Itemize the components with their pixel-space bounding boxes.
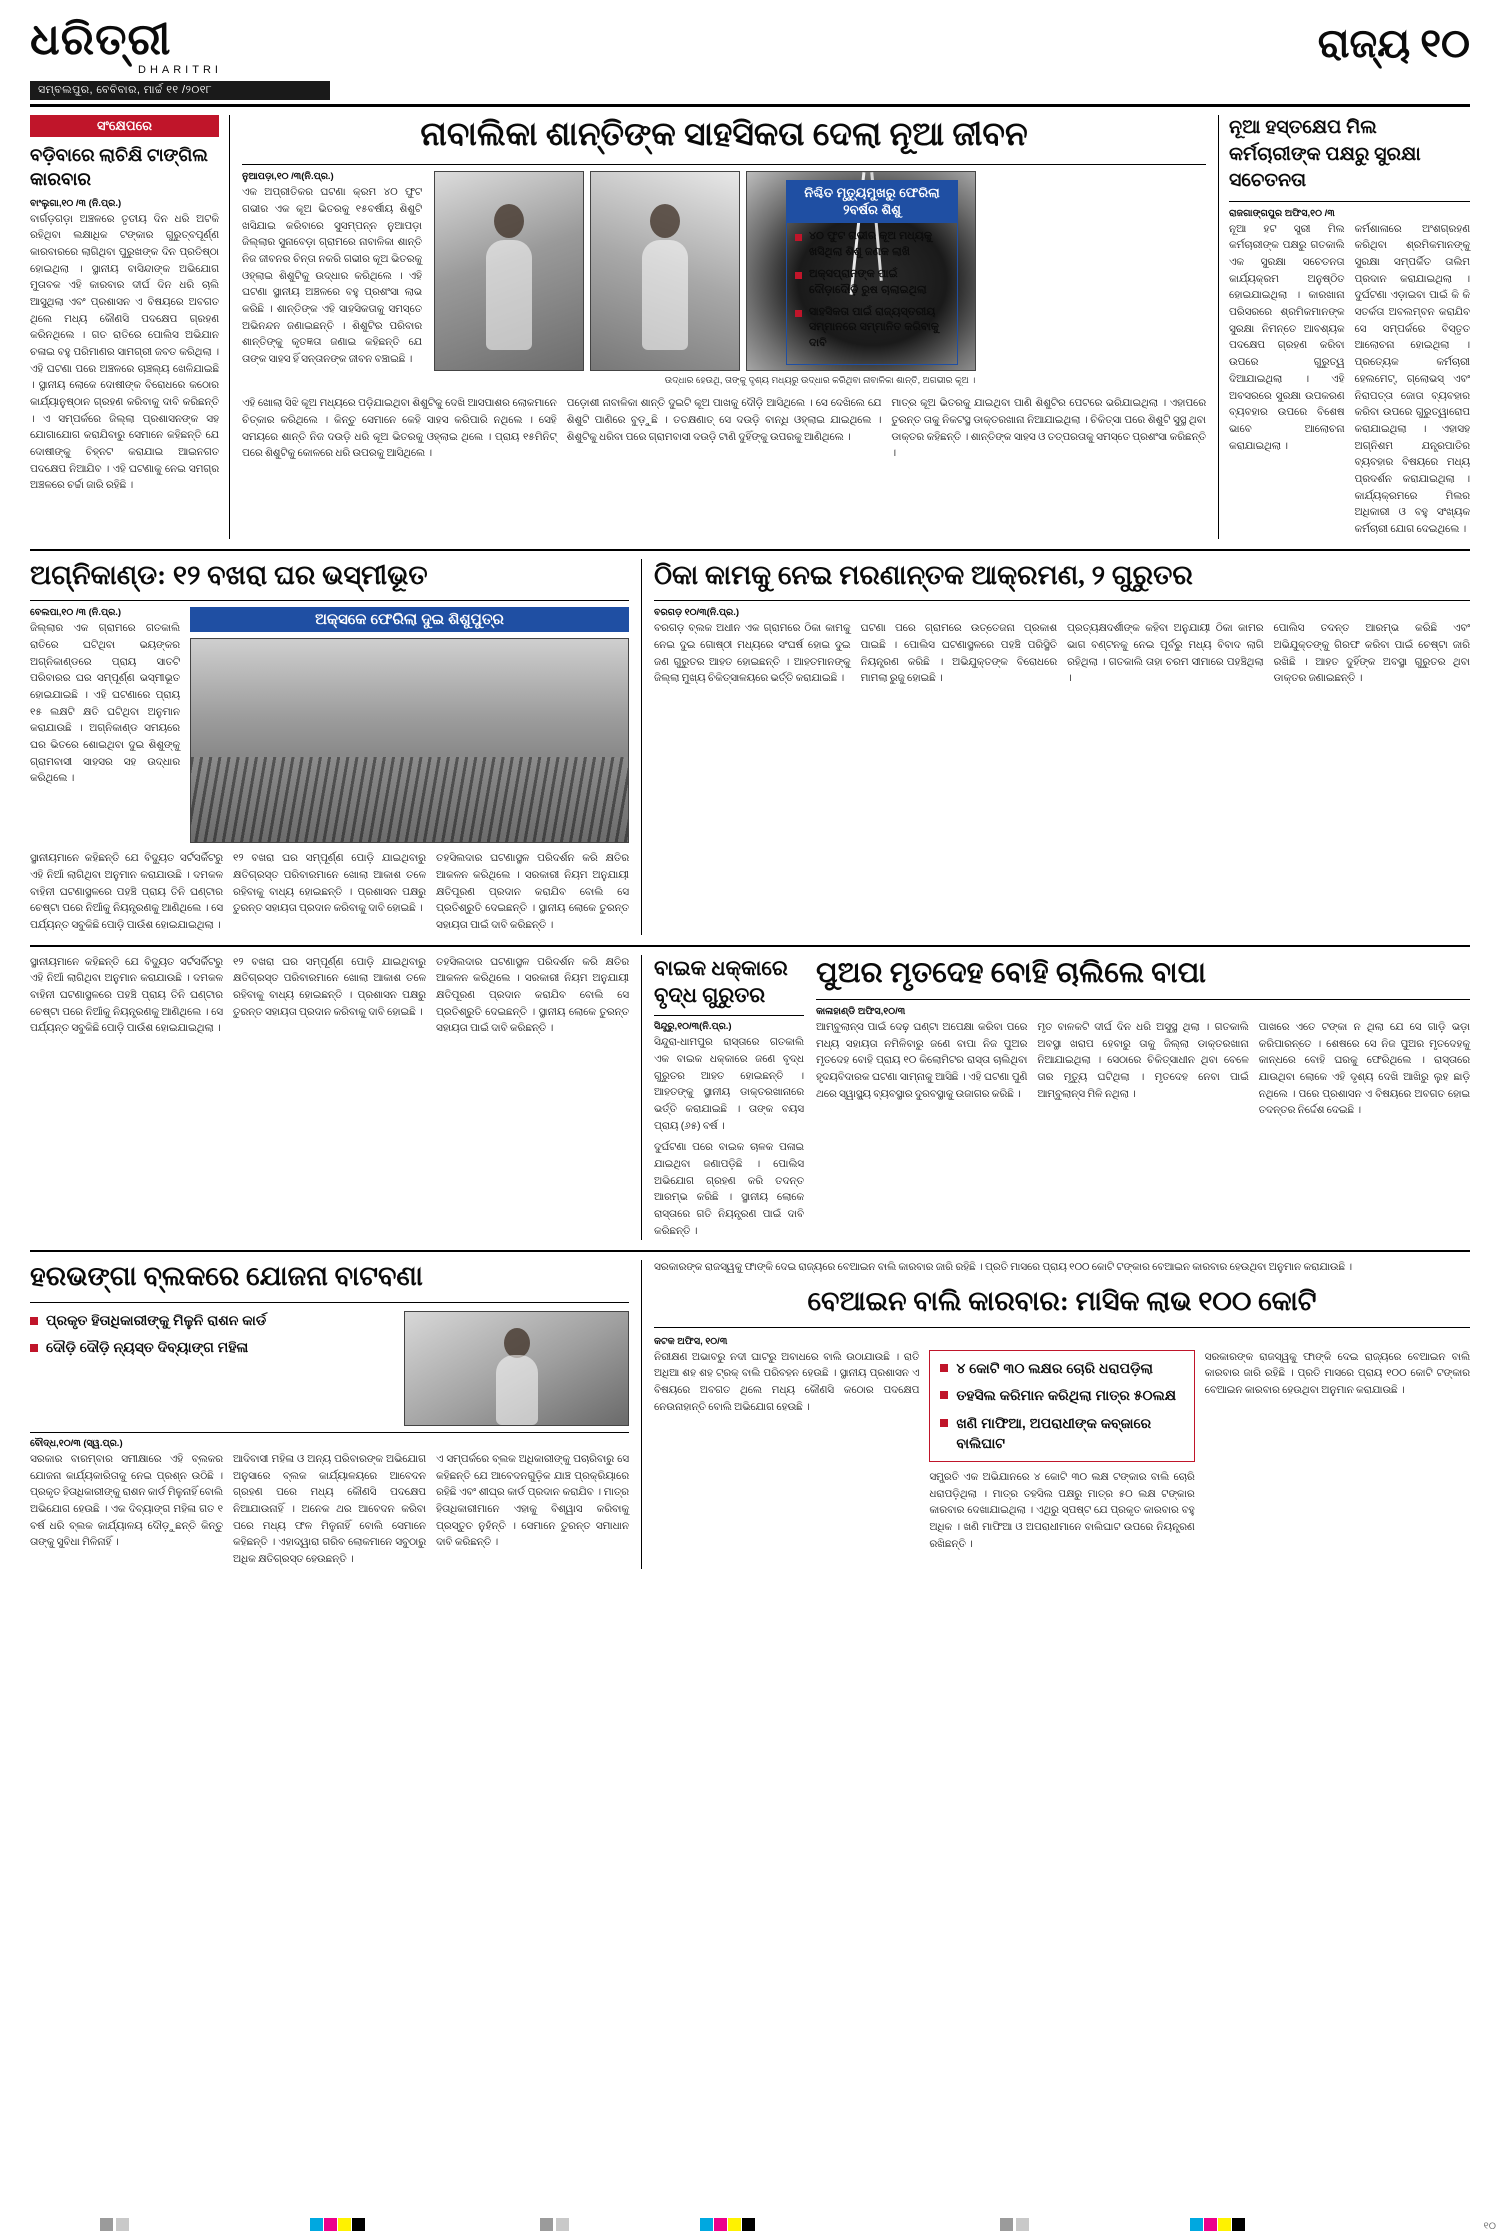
masthead-dateline: ସମ୍ବଲପୁର, ବେବିବାର, ମାର୍ଚ୍ଚ ୧୧ /୨୦୧୮ — [30, 81, 330, 100]
registration-swatch-gray — [540, 2218, 553, 2231]
registration-swatch-yellow — [1218, 2218, 1231, 2231]
fire-subbar: ଅକ୍ସକେ ଫେରିଲା ଦୁଇ ଶିଶୁପୁତ୍ର — [190, 607, 629, 632]
sand-bullets-column — [929, 1350, 1194, 1554]
sand-bullet: ଖଣି ମାଫିଆ, ଅପରାଧୀଙ୍କ କବ୍ଜାରେ ବାଲିଘାଟ — [940, 1414, 1183, 1453]
registration-swatch-black — [742, 2218, 755, 2231]
third-band — [30, 955, 1470, 1241]
scheme-col-3: ଏ ସମ୍ପର୍କରେ ବ୍ଲକ ଅଧିକାରୀଙ୍କୁ ପଚାରିବାରୁ ସେ କହିଛନ୍ତି ଯେ ଆବେଦନଗୁଡ଼ିକ ଯାଞ୍ଚ ପ୍ରକ୍ରିୟାରେ ରହିଛି ଏବଂ ଶୀଘ୍ର କାର୍ଡ ପ୍ରଦାନ କରାଯିବ । ମାତ୍ର ହିତାଧିକାରୀମାନେ ଏହାକୁ ବିଶ୍ୱାସ କରିବାକୁ ପ୍ରସ୍ତୁତ ନୁହଁନ୍ତି । ସେମାନେ ତୁରନ୍ତ ସମାଧାନ ଦାବି କରିଛନ୍ତି । — [436, 1454, 629, 1549]
logo-text: ଧରିତ୍ରୀ — [30, 15, 172, 64]
registration-swatch-cyan — [700, 2218, 713, 2231]
scheme-top-row — [30, 1311, 629, 1426]
registration-swatch-black — [1232, 2218, 1245, 2231]
son-col-1: ଆମ୍ବୁଲାନ୍ସ ପାଇଁ ଦେଢ଼ ଘଣ୍ଟା ଅପେକ୍ଷା କରିବା ପରେ ମଧ୍ୟ ସହାୟତା ନମିଳିବାରୁ ଜଣେ ବାପା ନିଜ ପୁଅର ମୃତଦେହ ବୋହି ପ୍ରାୟ ୧୦ କିଲୋମିଟର ରାସ୍ତା ଚାଲିଥିବା ହୃଦୟବିଦାରକ ଘଟଣା ସାମ୍ନାକୁ ଆସିଛି । ଏହି ଘଟଣା ପୁଣି ଥରେ ସ୍ୱାସ୍ଥ୍ୟ ବ୍ୟବସ୍ଥାର ଦୁରବସ୍ଥାକୁ ଉଜାଗର କରିଛି । — [816, 1021, 1028, 1100]
highlight-box-list — [787, 223, 957, 365]
attack-headline: ଠିକା କାମକୁ ନେଇ ମରଣାନ୍ତକ ଆକ୍ରମଣ, ୨ ଗୁରୁତର — [654, 559, 1193, 590]
highlight-item: ସାହସିକତା ପାଇଁ ରାଜ୍ୟସ୍ତରୀୟ ସମ୍ମାନରେ ସମ୍ମାନିତ କରିବାକୁ ଦାବି — [795, 305, 949, 353]
fire-col-3: ୧୨ ବଖରା ଘର ସମ୍ପୂର୍ଣ୍ଣ ପୋଡ଼ି ଯାଇଥିବାରୁ କ୍ଷତିଗ୍ରସ୍ତ ପରିବାରମାନେ ଖୋଲା ଆକାଶ ତଳେ ରହିବାକୁ ବାଧ୍ୟ ହୋଇଛନ୍ତି । ପ୍ରଶାସନ ପକ୍ଷରୁ ତୁରନ୍ତ ସହାୟତା ପ୍ରଦାନ କରିବାକୁ ଦାବି ହୋଇଛି । — [233, 853, 426, 915]
sand-col-1: ନିରୀକ୍ଷଣ ଅଭାବରୁ ନଦୀ ଘାଟରୁ ଅବାଧରେ ବାଲି ଉଠାଯାଉଛି । ରାତି ଅଧିଆ ଶହ ଶହ ଟ୍ରକ୍ ବାଲି ପରିବହନ ହେଉଛି । ସ୍ଥାନୀୟ ପ୍ରଶାସନ ଏ ବିଷୟରେ ଅବଗତ ଥିଲେ ମଧ୍ୟ କୌଣସି କଠୋର ପଦକ୍ଷେପ ନେଉନାହାନ୍ତି ବୋଲି ଅଭିଯୋଗ ହେଉଛି । — [654, 1351, 920, 1413]
fire-col-2: ସ୍ଥାନୀୟମାନେ କହିଛନ୍ତି ଯେ ବିଦ୍ୟୁତ ସର୍ଟସର୍କିଟରୁ ଏହି ନିଆଁ ଲାଗିଥିବା ଅନୁମାନ କରାଯାଉଛି । ଦମକଳ ବାହିନୀ ଘଟଣାସ୍ଥଳରେ ପହଞ୍ଚି ପ୍ରାୟ ତିନି ଘଣ୍ଟାର ଚେଷ୍ଟା ପରେ ନିଆଁକୁ ନିୟନ୍ତ୍ରଣକୁ ଆଣିଥିଲେ । ସେ ପର୍ଯ୍ୟନ୍ତ ସବୁକିଛି ପୋଡ଼ି ପାଉଁଶ ହୋଇଯାଇଥିଲା । — [30, 853, 223, 931]
scheme-dateline: ବୌଦ୍ଧ,୧୦/୩ (ସ୍ୱ.ପ୍ର.) — [30, 1438, 123, 1450]
highlight-box-title: ନିଶ୍ଚିତ ମୃତ୍ୟୁମୁଖରୁ ଫେରିଲା ୨ବର୍ଷର ଶିଶୁ — [787, 181, 957, 223]
registration-swatch-yellow — [728, 2218, 741, 2231]
brief-dateline: ବାଂଲୁଗା,୧୦ /୩ (ନି.ପ୍ର.) — [30, 197, 122, 209]
cycle-col-2: ଦୁର୍ଘଟଣା ପରେ ବାଇକ ଚାଳକ ପଳାଇ ଯାଇଥିବା ଜଣାପଡ଼ିଛି । ପୋଲିସ ଅଭିଯୋଗ ଗ୍ରହଣ କରି ତଦନ୍ତ ଆରମ୍ଭ କରିଛି । ସ୍ଥାନୀୟ ଲୋକେ ରାସ୍ତାରେ ଗତି ନିୟନ୍ତ୍ରଣ ପାଇଁ ଦାବି କରିଛନ୍ତି । — [654, 1142, 804, 1237]
lead-headline: ନାବାଲିକା ଶାନ୍ତିଙ୍କ ସାହସିକତା ଦେଲା ନୂଆ ଜୀବନ — [420, 117, 1028, 153]
sand-col-2: ସମ୍ପ୍ରତି ଏକ ଅଭିଯାନରେ ୪ କୋଟି ୩୦ ଲକ୍ଷ ଟଙ୍କାର ବାଲି ଚୋରି ଧରାପଡ଼ିଥିଲା । ମାତ୍ର ତହସିଲ ପକ୍ଷରୁ ମାତ୍ର ୫୦ ଲକ୍ଷ ଟଙ୍କାର କାରବାର ଦେଖାଯାଇଥିଲା । ଏଥିରୁ ସ୍ପଷ୍ଟ ଯେ ପ୍ରକୃତ କାରବାର ବହୁ ଅଧିକ । ଖଣି ମାଫିଆ ଓ ଅପରାଧୀମାନେ ବାଲିଘାଟ ଉପରେ ନିୟନ୍ତ୍ରଣ ରଖିଛନ୍ତି । — [929, 1472, 1195, 1550]
sand-dateline: କଟକ ଅଫିସ, ୧୦/୩ — [654, 1335, 728, 1347]
right-third-band — [642, 955, 1470, 1241]
photo-burnt-houses — [190, 638, 629, 843]
scheme-story — [30, 1260, 642, 1568]
photo-rescuer-girl — [434, 171, 584, 371]
attack-rule — [654, 600, 1470, 601]
fire-photo-block — [190, 607, 629, 843]
registration-swatch-cyan — [1190, 2218, 1203, 2231]
sand-story — [642, 1260, 1470, 1568]
fire-cont-col-3: ତହସିଲଦାର ଘଟଣାସ୍ଥଳ ପରିଦର୍ଶନ କରି କ୍ଷତିର ଆକଳନ କରିଥିଲେ । ସରକାରୀ ନିୟମ ଅନୁଯାୟୀ କ୍ଷତିପୂରଣ ପ୍ରଦାନ କରାଯିବ ବୋଲି ସେ ପ୍ରତିଶ୍ରୁତି ଦେଇଛନ୍ତି । ସ୍ଥାନୀୟ ଲୋକେ ତୁରନ୍ତ ସହାୟତା ପାଇଁ ଦାବି କରିଛନ୍ତି । — [436, 956, 629, 1035]
cycle-col-1: ସିନ୍ଦୁରା-ଧାମପୁର ରାସ୍ତାରେ ଗତକାଲି ଏକ ବାଇକ ଧକ୍କାରେ ଜଣେ ବୃଦ୍ଧ ଗୁରୁତର ଆହତ ହୋଇଛନ୍ତି । ଆହତଙ୍କୁ ସ୍ଥାନୀୟ ଡାକ୍ତରଖାନାରେ ଭର୍ତ୍ତି କରାଯାଇଛି । ତାଙ୍କ ବୟସ ପ୍ରାୟ (୬୫) ବର୍ଷ । — [654, 1037, 804, 1132]
sand-bullet: ୪ କୋଟି ୩୦ ଲକ୍ଷର ଚୋରି ଧରାପଡ଼ିଲା — [940, 1359, 1183, 1379]
scheme-rule-2 — [30, 1432, 629, 1433]
highlight-item: ୪୦ ଫୁଟ ଗଭୀର କୂଅ ମଧ୍ୟକୁ ଖସିଥିଲା ଶିଶୁ ଜଣକ ଲାଖି — [795, 229, 949, 261]
attack-dateline: ବରଗଡ଼ ୧୦/୩(ନି.ପ୍ର.) — [654, 607, 740, 619]
attack-col-1: ବରଗଡ଼ ବ୍ଲକ ଅଧୀନ ଏକ ଗ୍ରାମରେ ଠିକା କାମକୁ ନେଇ ଦୁଇ ଗୋଷ୍ଠୀ ମଧ୍ୟରେ ସଂଘର୍ଷ ହୋଇ ଦୁଇ ଜଣ ଗୁରୁତର ଆହତ ହୋଇଛନ୍ତି । ଆହତମାନଙ୍କୁ ଜିଲ୍ଲା ମୁଖ୍ୟ ଚିକିତ୍ସାଳୟରେ ଭର୍ତ୍ତି କରାଯାଇଛି । — [654, 623, 851, 685]
brief-column — [30, 115, 230, 539]
son-col-3: ପାଖରେ ଏତେ ଟଙ୍କା ନ ଥିଲା ଯେ ସେ ଗାଡ଼ି ଭଡ଼ା କରିପାରନ୍ତେ । ଶେଷରେ ସେ ନିଜ ପୁଅର ମୃତଦେହକୁ କାନ୍ଧରେ ବୋହି ଘରକୁ ଫେରିଥିଲେ । ରାସ୍ତାରେ ଯାଉଥିବା ଲୋକେ ଏହି ଦୃଶ୍ୟ ଦେଖି ଆଖିରୁ ଲୁହ ଛାଡ଼ି ନଥିଲେ । ପରେ ପ୍ରଶାସନ ଏ ବିଷୟରେ ଅବଗତ ହୋଇ ତଦନ୍ତର ନିର୍ଦ୍ଦେଶ ଦେଇଛି । — [1258, 1021, 1470, 1117]
rail-rule — [1229, 201, 1470, 202]
rail-headline: ନୂଆ ହସ୍ତକ୍ଷେପ ମିଲ କର୍ମଚାରୀଙ୍କ ପକ୍ଷରୁ ସୁରକ୍ଷା ସଚେତନତା — [1229, 117, 1421, 192]
fire-dateline: ବେଲପା,୧୦ /୩ (ନି.ପ୍ର.) — [30, 607, 122, 619]
lead-dateline: ନୁଆପଡ଼ା,୧୦ /୩(ନି.ପ୍ର.) — [242, 171, 334, 183]
brief-headline: ବଡ଼ିବାରେ ଲାଚିକ୍ଷି ଟାଙ୍ଗିଲ କାରବାର — [30, 145, 208, 190]
masthead-logo — [30, 15, 330, 100]
right-rail — [1218, 115, 1470, 539]
band-separator-3 — [30, 1250, 1470, 1252]
scheme-bullet: ଦୌଡ଼ି ଦୌଡ଼ି ନ୍ୟସ୍ତ ଦିବ୍ୟାଙ୍ଗ ମହିଳା — [30, 1338, 394, 1358]
son-headline: ପୁଅର ମୃତଦେହ ବୋହି ଚାଲିଲେ ବାପା — [816, 956, 1206, 989]
registration-swatch-magenta — [1204, 2218, 1217, 2231]
brief-badge: ସଂକ୍ଷେପରେ — [30, 115, 219, 137]
registration-swatch-gray — [1000, 2218, 1013, 2231]
highlight-box — [786, 180, 958, 365]
fire-continued-column — [30, 955, 642, 1241]
son-col-2: ମୃତ ବାଳକଟି ଦୀର୍ଘ ଦିନ ଧରି ଅସୁସ୍ଥ ଥିଲା । ଗତକାଲି ଅବସ୍ଥା ଖରାପ ହେବାରୁ ତାକୁ ଜିଲ୍ଲା ଡାକ୍ତରଖାନା ନିଆଯାଇଥିଲା । ସେଠାରେ ଚିକିତ୍ସାଧୀନ ଥିବା ବେଳେ ତାର ମୃତ୍ୟୁ ଘଟିଥିଲା । ମୃତଦେହ ନେବା ପାଇଁ ଆମ୍ବୁଲାନ୍ସ ମିଳି ନଥିଲା । — [1037, 1021, 1249, 1100]
rail-col-2: କର୍ମଶାଳାରେ ଅଂଶଗ୍ରହଣ କରିଥିବା ଶ୍ରମିକମାନଙ୍କୁ ସୁରକ୍ଷା ସମ୍ପର୍କିତ ତାଲିମ ପ୍ରଦାନ କରାଯାଇଥିଲା । ଦୁର୍ଘଟଣା ଏଡ଼ାଇବା ପାଇଁ କି କି ସତର୍କତା ଅବଲମ୍ବନ କରାଯିବ ସେ ସମ୍ପର୍କରେ ବିସ୍ତୃତ ଆଲୋଚନା ହୋଇଥିଲା । ପ୍ରତ୍ୟେକ କର୍ମଚାରୀ ହେଲମେଟ୍, ଗ୍ଲୋଭସ୍ ଏବଂ ନିରାପତ୍ତା ଜୋତା ବ୍ୟବହାର କରିବା ଉପରେ ଗୁରୁତ୍ୱାରୋପ କରାଯାଇଥିଲା । ଏହାସହ ଅଗ୍ନିଶମ ଯନ୍ତ୍ରପାତିର ବ୍ୟବହାର ବିଷୟରେ ମଧ୍ୟ ପ୍ରଦର୍ଶନ କରାଯାଇଥିଲା । କାର୍ଯ୍ୟକ୍ରମରେ ମିଲର ଅଧିକାରୀ ଓ ବହୁ ସଂଖ୍ୟକ କର୍ମଚାରୀ ଯୋଗ ଦେଇଥିଲେ । — [1354, 223, 1470, 535]
cycle-dateline: ସିନ୍ଦୁରୁ,୧୦/୩(ନି.ପ୍ର.) — [654, 1021, 732, 1033]
registration-swatch-gray — [1016, 2218, 1029, 2231]
cycle-headline: ବାଇକ ଧକ୍କାରେ ବୃଦ୍ଧ ଗୁରୁତର — [654, 955, 788, 1007]
lead-col-1: ଏକ ଅପ୍ରୀତିକର ଘଟଣା କ୍ରମ ୪୦ ଫୁଟ ଗଭୀର ଏକ କୂଅ ଭିତରକୁ ୧୫ବର୍ଷୀୟ ଶିଶୁଟି ଖସିଯାଇ କରିବାରେ ସୁସମ୍ପନ୍ନ ନୁଆପଡ଼ା ଜିଲ୍ଲାର ସୁନାବେଡ଼ା ଗ୍ରାମରେ ନାବାଳିକା ଶାନ୍ତି ନିଜ ଜୀବନର ଚିନ୍ତା ନକରି ଗଭୀର କୂଅ ଭିତରକୁ ଓହ୍ଲାଇ ଶିଶୁଟିକୁ ଉଦ୍ଧାର କରିଥିଲେ । ଏହି ଘଟଣା ସ୍ଥାନୀୟ ଅଞ୍ଚଳରେ ବହୁ ପ୍ରଶଂସା ଲାଭ କରିଛି । ଶାନ୍ତିଙ୍କ ଏହି ସାହସିକତାକୁ ସମସ୍ତେ ଅଭିନନ୍ଦନ ଜଣାଇଛନ୍ତି । ଶିଶୁଟିର ପରିବାର ଶାନ୍ତିଙ୍କୁ କୃତଜ୍ଞତା ଜଣାଇ କହିଛନ୍ତି ଯେ ତାଙ୍କ ସାହସ ହିଁ ସନ୍ତାନଙ୍କ ଜୀବନ ବଞ୍ଚାଇଛି । — [242, 187, 422, 365]
registration-swatch-cyan — [310, 2218, 323, 2231]
lead-col-3: ପଡ଼ୋଶୀ ନାବାଳିକା ଶାନ୍ତି ଦୁଇଟି କୂଅ ପାଖକୁ ଦୌଡ଼ି ଆସିଥିଲେ । ସେ ଦେଖିଲେ ଯେ ଶିଶୁଟି ପାଣିରେ ବୁଡ଼ୁଛି । ତତକ୍ଷଣାତ୍ ସେ ଦଉଡ଼ି ବାନ୍ଧି ଓହ୍ଲାଇ ଯାଇଥିଲେ । ଶିଶୁଟିକୁ ଧରିବା ପରେ ଗ୍ରାମବାସୀ ଦଉଡ଼ି ଟାଣି ଦୁହିଁଙ୍କୁ ଉପରକୁ ଆଣିଥିଲେ । — [566, 398, 882, 443]
fire-story — [30, 559, 642, 935]
cycle-rule — [654, 1015, 804, 1016]
sand-headline: ବେଆଇନ ବାଲି କାରବାର: ମାସିକ ଲାଭ ୧୦୦ କୋଟି — [807, 1285, 1317, 1316]
section-label: ରାଜ୍ୟ ୧୦ — [1317, 21, 1470, 66]
fire-cont-col-1: ସ୍ଥାନୀୟମାନେ କହିଛନ୍ତି ଯେ ବିଦ୍ୟୁତ ସର୍ଟସର୍କିଟରୁ ଏହି ନିଆଁ ଲାଗିଥିବା ଅନୁମାନ କରାଯାଉଛି । ଦମକଳ ବାହିନୀ ଘଟଣାସ୍ଥଳରେ ପହଞ୍ଚି ପ୍ରାୟ ତିନି ଘଣ୍ଟାର ଚେଷ୍ଟା ପରେ ନିଆଁକୁ ନିୟନ୍ତ୍ରଣକୁ ଆଣିଥିଲେ । ସେ ପର୍ଯ୍ୟନ୍ତ ସବୁକିଛି ପୋଡ଼ି ପାଉଁଶ ହୋଇଯାଇଥିଲା । — [30, 956, 223, 1035]
top-band — [30, 115, 1470, 539]
sand-bullet: ତହସିଲ କରିମାନ କରିଥିଲା ମାତ୍ର ୫୦ଲକ୍ଷ — [940, 1386, 1183, 1406]
band-separator-1 — [30, 549, 1470, 551]
registration-swatch-black — [352, 2218, 365, 2231]
scheme-rule — [30, 1302, 629, 1303]
lead-first-column — [242, 171, 422, 394]
photo-rescued-child — [590, 171, 740, 371]
photo-ration-card-beneficiary — [404, 1311, 629, 1426]
print-registration-bar — [0, 2218, 1500, 2234]
son-story — [816, 955, 1470, 1241]
son-rule — [816, 999, 1470, 1000]
lead-rule — [242, 164, 1206, 165]
scheme-col-1: ସରକାର ବାରମ୍ବାର ସମୀକ୍ଷାରେ ଏହି ବ୍ଲକର ଯୋଜନା କାର୍ଯ୍ୟକାରିତାକୁ ନେଇ ପ୍ରଶ୍ନ ଉଠିଛି । ପ୍ରକୃତ ହିତାଧିକାରୀଙ୍କୁ ରାଶନ କାର୍ଡ ମିଳୁନାହିଁ ବୋଲି ଅଭିଯୋଗ ହେଉଛି । ଏକ ଦିବ୍ୟାଙ୍ଗ ମହିଳା ଗତ ୧ ବର୍ଷ ଧରି ବ୍ଲକ କାର୍ଯ୍ୟାଳୟ ଦୌଡ଼ୁଛନ୍ତି କିନ୍ତୁ ତାଙ୍କୁ ସୁବିଧା ମିଳିନାହିଁ । — [30, 1454, 223, 1549]
fire-rule — [30, 600, 629, 601]
sand-bullet-list — [940, 1359, 1183, 1453]
sand-rule — [654, 1327, 1470, 1328]
fourth-band — [30, 1260, 1470, 1568]
sand-preamble: ସରକାରଙ୍କ ରାଜସ୍ୱକୁ ଫାଙ୍କି ଦେଇ ରାଜ୍ୟରେ ବେଆଇନ ବାଲି କାରବାର ଜାରି ରହିଛି । ପ୍ରତି ମାସରେ ପ୍ରାୟ ୧୦୦ କୋଟି ଟଙ୍କାର ବେଆଇନ କାରବାର ହେଉଥିବା ଅନୁମାନ କରାଯାଉଛି । — [654, 1262, 1353, 1274]
page-number: ୧୦ — [1483, 2221, 1496, 2232]
scheme-headline: ହରଭଙ୍ଗା ବ୍ଲକରେ ଯୋଜନା ବାଟବଣା — [30, 1261, 423, 1292]
registration-swatch-magenta — [324, 2218, 337, 2231]
fire-col-1: ଜିଲ୍ଲାର ଏକ ଗ୍ରାମରେ ଗତକାଲି ରାତିରେ ଘଟିଥିବା ଭୟଙ୍କର ଅଗ୍ନିକାଣ୍ଡରେ ପ୍ରାୟ ସାତଟି ପରିବାରର ଘର ସମ୍ପୂର୍ଣ୍ଣ ଭସ୍ମୀଭୂତ ହୋଇଯାଇଛି । ଏହି ଘଟଣାରେ ପ୍ରାୟ ୧୫ ଲକ୍ଷଟି କ୍ଷତି ଘଟିଥିବା ଅନୁମାନ କରାଯାଉଛି । ଅଗ୍ନିକାଣ୍ଡ ସମୟରେ ଘର ଭିତରେ ଶୋଇଥିବା ଦୁଇ ଶିଶୁଙ୍କୁ ଗ୍ରାମବାସୀ ସାହସର ସହ ଉଦ୍ଧାର କରିଥିଲେ । — [30, 623, 180, 785]
son-dateline: କାଳାହାଣ୍ଡି ଅଫିସ,୧୦/୩ — [816, 1005, 906, 1017]
brief-body: ବାର୍ଗଡ଼ଗଡ଼ା ଅଞ୍ଚଳରେ ତୃତୀୟ ଦିନ ଧରି ଅଟକି ରହିଥିବା ଲକ୍ଷାଧିକ ଟଙ୍କାର ଗୁରୁତ୍ବପୂର୍ଣ୍ଣ କାରବାରରେ ଲାଗିଥିବା ପୁରୁଖଙ୍କ ଦିନ ପ୍ରତିଷ୍ଠା ହୋଇଥିଲା । ସ୍ଥାନୀୟ ବାସିନ୍ଦାଙ୍କ ଅଭିଯୋଗ ମୁତାବକ ଏହି କାରବାର ଦୀର୍ଘ ଦିନ ଧରି ଚାଲି ଆସୁଥିଲା ଏବଂ ପ୍ରଶାସନ ଏ ବିଷୟରେ ଅବଗତ ଥିଲେ ମଧ୍ୟ କୌଣସି ପଦକ୍ଷେପ ଗ୍ରହଣ କରିନଥିଲେ । ଗତ ରାତିରେ ପୋଲିସ ଅଭିଯାନ ଚଳାଇ ବହୁ ପରିମାଣର ସାମଗ୍ରୀ ଜବତ କରିଥିଲା । ଏହି ଘଟଣା ପରେ ଅଞ୍ଚଳରେ ଚାଞ୍ଚଲ୍ୟ ଖେଳିଯାଇଛି । ସ୍ଥାନୀୟ ଲୋକେ ଦୋଷୀଙ୍କ ବିରୋଧରେ କଠୋର କାର୍ଯ୍ୟାନୁଷ୍ଠାନ ଗ୍ରହଣ କରିବାକୁ ଦାବି କରିଛନ୍ତି । ଏ ସମ୍ପର୍କରେ ଜିଲ୍ଲା ପ୍ରଶାସନଙ୍କ ସହ ଯୋଗାଯୋଗ କରାଯିବାରୁ ସେମାନେ କହିଛନ୍ତି ଯେ ଦୋଷୀଙ୍କୁ ଚିହ୍ନଟ କରାଯାଇ ଆଇନଗତ ପଦକ୍ଷେପ ନିଆଯିବ । ଏହି ଘଟଣାକୁ ନେଇ ସମଗ୍ର ଅଞ୍ଚଳରେ ଚର୍ଚ୍ଚା ଜାରି ରହିଛି । — [30, 213, 219, 492]
fire-col-4: ତହସିଲଦାର ଘଟଣାସ୍ଥଳ ପରିଦର୍ଶନ କରି କ୍ଷତିର ଆକଳନ କରିଥିଲେ । ସରକାରୀ ନିୟମ ଅନୁଯାୟୀ କ୍ଷତିପୂରଣ ପ୍ରଦାନ କରାଯିବ ବୋଲି ସେ ପ୍ରତିଶ୍ରୁତି ଦେଇଛନ୍ତି । ସ୍ଥାନୀୟ ଲୋକେ ତୁରନ୍ତ ସହାୟତା ପାଇଁ ଦାବି କରିଛନ୍ତି । — [436, 853, 629, 931]
sand-col-3: ସରକାରଙ୍କ ରାଜସ୍ୱକୁ ଫାଙ୍କି ଦେଇ ରାଜ୍ୟରେ ବେଆଇନ ବାଲି କାରବାର ଜାରି ରହିଛି । ପ୍ରତି ମାସରେ ପ୍ରାୟ ୧୦୦ କୋଟି ଟଙ୍କାର ବେଆଇନ କାରବାର ହେଉଥିବା ଅନୁମାନ କରାଯାଉଛି । — [1204, 1351, 1470, 1397]
registration-swatch-gray — [100, 2218, 113, 2231]
sand-bullets-box — [929, 1350, 1194, 1462]
highlight-item: ଅକ୍ସପ୍ରାନଙ୍କ ପାଇଁ ଦୌଡ଼ାଦୌଡ଼ି ରୁଷ ଚାଲାଇଥିଲା — [795, 267, 949, 299]
logo-roman: DHARITRI — [138, 64, 222, 76]
scheme-bullet: ପ୍ରକୃତ ହିତାଧିକାରୀଙ୍କୁ ମିଳୁନି ରାଶନ କାର୍ଡ — [30, 1311, 394, 1331]
registration-swatch-magenta — [714, 2218, 727, 2231]
second-band — [30, 559, 1470, 935]
scheme-col-2: ଆଦିବାସୀ ମହିଳା ଓ ଅନ୍ୟ ପରିବାରଙ୍କ ଅଭିଯୋଗ ଅନୁସାରେ ବ୍ଲକ କାର୍ଯ୍ୟାଳୟରେ ଆବେଦନ ଗ୍ରହଣ ପରେ ମଧ୍ୟ କୌଣସି ପଦକ୍ଷେପ ନିଆଯାଉନାହିଁ । ଅନେକ ଥର ଆବେଦନ କରିବା ପରେ ମଧ୍ୟ ଫଳ ମିଳୁନାହିଁ ବୋଲି ସେମାନେ କହିଛନ୍ତି । ଏହାଦ୍ୱାରା ଗରିବ ଲୋକମାନେ ସବୁଠାରୁ ଅଧିକ କ୍ଷତିଗ୍ରସ୍ତ ହେଉଛନ୍ତି । — [233, 1454, 426, 1566]
scheme-bullets — [30, 1311, 394, 1364]
lead-photo-caption: ଉଦ୍ଧାର ହେଉଥି, ତାଙ୍କୁ ଦୃଶ୍ୟ ମଧ୍ୟରୁ ଉଦ୍ଧାର କରିଥିବା ନାବାଳିକା ଶାନ୍ତି, ଅଗଭୀର କୂଅ । — [664, 375, 976, 386]
attack-col-2: ଘଟଣା ପରେ ଗ୍ରାମରେ ଉତ୍ତେଜନା ପ୍ରକାଶ ପାଇଛି । ପୋଲିସ ଘଟଣାସ୍ଥଳରେ ପହଞ୍ଚି ପରିସ୍ଥିତି ନିୟନ୍ତ୍ରଣ କରିଛି । ଅଭିଯୁକ୍ତଙ୍କ ବିରୋଧରେ ମାମଲା ରୁଜୁ ହୋଇଛି । — [860, 623, 1057, 685]
lead-col-4: ମାତ୍ର କୂଅ ଭିତରକୁ ଯାଇଥିବା ପାଣି ଶିଶୁଟିର ପେଟରେ ଭରିଯାଇଥିଲା । ଏହାପରେ ତୁରନ୍ତ ତାକୁ ନିକଟସ୍ଥ ଡାକ୍ତରଖାନା ନିଆଯାଇଥିଲା । ଚିକିତ୍ସା ପରେ ଶିଶୁଟି ସୁସ୍ଥ ଥିବା ଡାକ୍ତର କହିଛନ୍ତି । ଶାନ୍ତିଙ୍କ ସାହସ ଓ ତତ୍ପରତାକୁ ସମସ୍ତେ ପ୍ରଶଂସା କରିଛନ୍ତି । — [891, 398, 1207, 460]
registration-swatch-gray — [116, 2218, 129, 2231]
rail-dateline: ରାଜଗାଙ୍ଗପୁର ଅଫିସ,୧୦ /୩ — [1229, 207, 1335, 219]
registration-swatch-yellow — [338, 2218, 351, 2231]
fire-left-column — [30, 607, 180, 843]
rail-col-1: ନୂଆ ହଟ ସ୍ତ୍ରୀ ମିଲ କର୍ମଚାରୀଙ୍କ ପକ୍ଷରୁ ଗତକାଲି ଏକ ସୁରକ୍ଷା ସଚେତନତା କାର୍ଯ୍ୟକ୍ରମ ଅନୁଷ୍ଠିତ ହୋଇଯାଇଥିଲା । କାରଖାନା ପରିସରରେ ଶ୍ରମିକମାନଙ୍କ ସୁରକ୍ଷା ନିମନ୍ତେ ଆବଶ୍ୟକ ପଦକ୍ଷେପ ଗ୍ରହଣ କରିବା ଉପରେ ଗୁରୁତ୍ୱ ଦିଆଯାଇଥିଲା । ଏହି ଅବସରରେ ସୁରକ୍ଷା ଉପକରଣ ବ୍ୟବହାର ଉପରେ ବିଶେଷ ଭାବେ ଆଲୋଚନା କରାଯାଇଥିଲା । — [1229, 223, 1345, 452]
fire-cont-col-2: ୧୨ ବଖରା ଘର ସମ୍ପୂର୍ଣ୍ଣ ପୋଡ଼ି ଯାଇଥିବାରୁ କ୍ଷତିଗ୍ରସ୍ତ ପରିବାରମାନେ ଖୋଲା ଆକାଶ ତଳେ ରହିବାକୁ ବାଧ୍ୟ ହୋଇଛନ୍ତି । ପ୍ରଶାସନ ପକ୍ଷରୁ ତୁରନ୍ତ ସହାୟତା ପ୍ରଦାନ କରିବାକୁ ଦାବି ହୋଇଛି । — [233, 956, 426, 1018]
newspaper-page — [30, 15, 1470, 2218]
masthead — [30, 15, 1470, 107]
attack-col-3: ପ୍ରତ୍ୟକ୍ଷଦର୍ଶୀଙ୍କ କହିବା ଅନୁଯାୟୀ ଠିକା କାମର ଭାଗ ବଣ୍ଟନକୁ ନେଇ ପୂର୍ବରୁ ମଧ୍ୟ ବିବାଦ ଲାଗି ରହିଥିଲା । ଗତକାଲି ତାହା ଚରମ ସୀମାରେ ପହଞ୍ଚିଥିଲା । — [1067, 623, 1264, 685]
attack-story — [642, 559, 1470, 935]
cycle-story — [654, 955, 804, 1241]
fire-headline: ଅଗ୍ନିକାଣ୍ଡ: ୧୨ ବଖରା ଘର ଭସ୍ମୀଭୂତ — [30, 559, 428, 590]
registration-swatch-gray — [556, 2218, 569, 2231]
lead-story — [230, 115, 1218, 539]
attack-col-4: ପୋଲିସ ତଦନ୍ତ ଆରମ୍ଭ କରିଛି ଏବଂ ଅଭିଯୁକ୍ତଙ୍କୁ ଗିରଫ କରିବା ପାଇଁ ଚେଷ୍ଟା ଜାରି ରଖିଛି । ଆହତ ଦୁହିଁଙ୍କ ଅବସ୍ଥା ଗୁରୁତର ଥିବା ଡାକ୍ତର ଜଣାଇଛନ୍ତି । — [1273, 623, 1470, 685]
lead-col-2: ଏହି ଖୋଲା ସିଝି କୂଅ ମଧ୍ୟରେ ପଡ଼ିଯାଇଥିବା ଶିଶୁଟିକୁ ଦେଖି ଆସପାଶର ଲୋକମାନେ ଚିତ୍କାର କରିଥିଲେ । କିନ୍ତୁ ସେମାନେ କେହି ସାହସ କରିପାରି ନଥିଲେ । ସେହି ସମୟରେ ଶାନ୍ତି ନିଜ ଦଉଡ଼ି ଧରି କୂଅ ଭିତରକୁ ଓହ୍ଲାଇ ଥିଲେ । ପ୍ରାୟ ୧୫ମିନିଟ୍ ପରେ ଶିଶୁଟିକୁ କୋଳରେ ଧରି ଉପରକୁ ଆସିଥିଲେ । — [242, 398, 557, 460]
band-separator-2 — [30, 945, 1470, 947]
